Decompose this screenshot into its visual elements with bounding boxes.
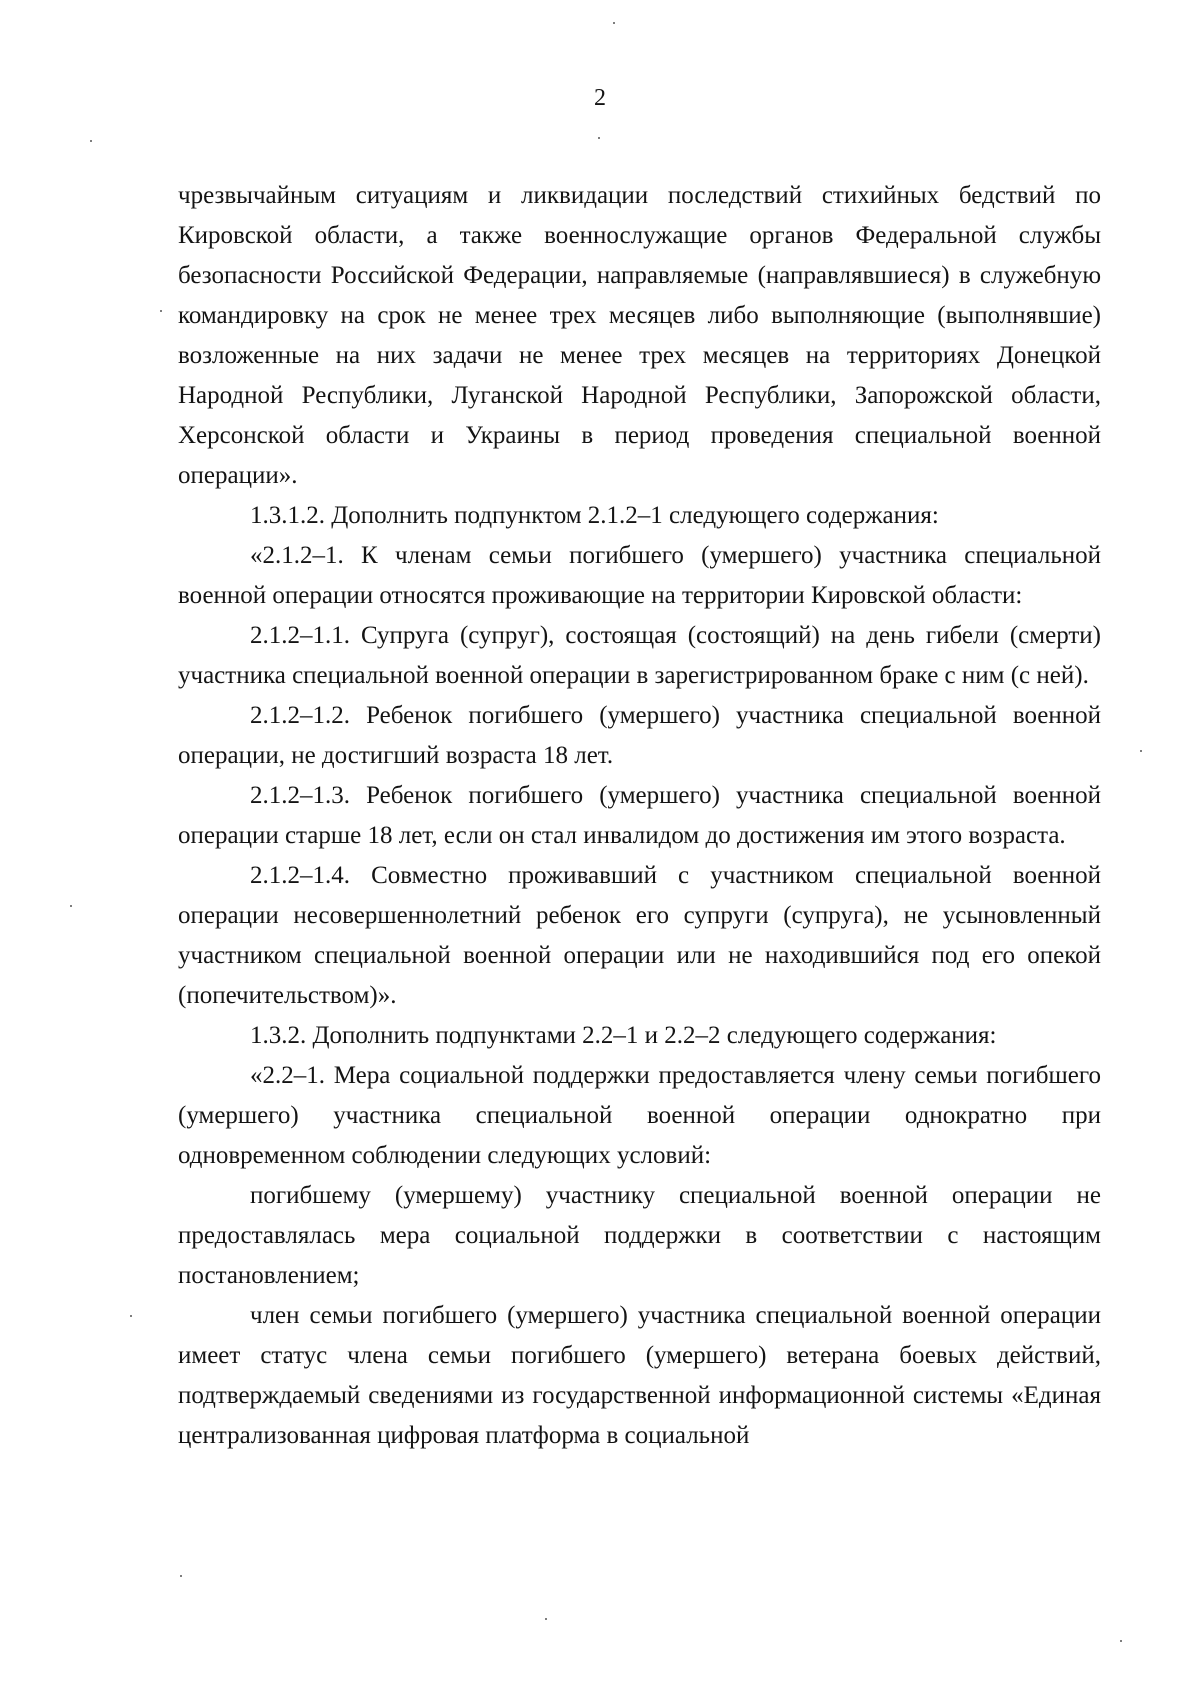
scan-speck [130,1315,132,1317]
paragraph-continuation: чрезвычайным ситуациям и ликвидации последствий стихийных бедствий по Кировской области, а также военнослужащие органов Федеральной службы безопасности Российской Федерации, направляемые (направлявшиеся) в служебную командировку на срок не менее трех месяцев либо выполняющие (выполнявшие) возложенные на них задачи не менее трех месяцев на территориях Донецкой Народной Республики, Луганской Народной Республики, Запорожской области, Херсонской области и Украины в период проведения специальной военной операции». [178,182,1101,489]
scan-speck [160,310,162,312]
paragraph-condition-2: член семьи погибшего (умершего) участника специальной военной операции имеет статус члена семьи погибшего (умершего) ветерана боевых действий, подтверждаемый сведениями из государственной информационной системы «Единая централизованная цифровая платформа в социальной [178,1302,1101,1449]
scan-speck [70,905,72,907]
document-body [178,176,1101,1456]
scan-speck [1140,750,1142,752]
paragraph-2-1-2-1-3: 2.1.2–1.3. Ребенок погибшего (умершего) участника специальной военной операции старше 18 лет, если он стал инвалидом до достижения им этого возраста. [178,782,1101,849]
paragraph-2-1-2-1-2: 2.1.2–1.2. Ребенок погибшего (умершего) участника специальной военной операции, не достигший возраста 18 лет. [178,702,1101,769]
scan-speck [1120,1640,1122,1642]
scan-speck [598,137,600,139]
page-number: 2 [594,85,606,111]
paragraph-2-1-2-1-4: 2.1.2–1.4. Совместно проживавший с участником специальной военной операции несовершеннолетний ребенок его супруги (супруга), не усыновленный участником специальной военной операции или не находившийся под его опекой (попечительством)». [178,862,1101,1009]
paragraph-2-1-2-1: «2.1.2–1. К членам семьи погибшего (умершего) участника специальной военной операции относятся проживающие на территории Кировской области: [178,542,1101,609]
paragraph-2-2-1: «2.2–1. Мера социальной поддержки предоставляется члену семьи погибшего (умершего) участника специальной военной операции однократно при одновременном соблюдении следующих условий: [178,1062,1101,1169]
paragraph-2-1-2-1-1: 2.1.2–1.1. Супруга (супруг), состоящая (состоящий) на день гибели (смерти) участника специальной военной операции в зарегистрированном браке с ним (с ней). [178,622,1101,689]
scan-speck [613,22,615,24]
paragraph-1-3-2: 1.3.2. Дополнить подпунктами 2.2–1 и 2.2–2 следующего содержания: [250,1022,997,1049]
scan-speck [545,1618,547,1620]
scan-speck [90,140,92,142]
paragraph-condition-1: погибшему (умершему) участнику специальной военной операции не предоставлялась мера социальной поддержки в соответствии с настоящим постановлением; [178,1182,1101,1289]
paragraph-1-3-1-2: 1.3.1.2. Дополнить подпунктом 2.1.2–1 следующего содержания: [250,502,939,529]
scan-speck [180,1575,182,1577]
